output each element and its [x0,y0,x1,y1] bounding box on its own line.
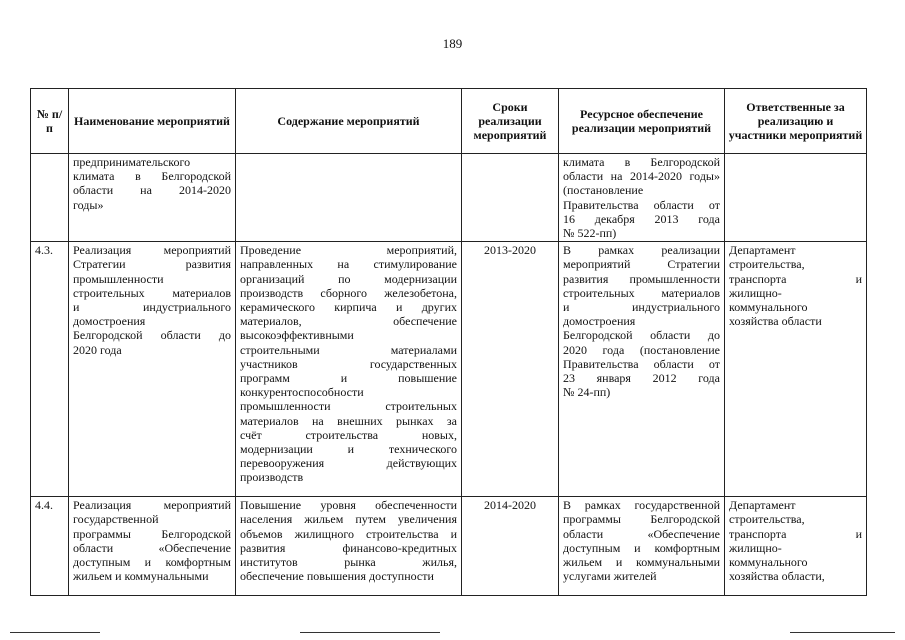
resources-line: области «Обеспечение [563,526,720,541]
responsible-line: строительства, [729,512,805,527]
resources-line: В рамках реализации [563,243,720,258]
content-line: Повышение уровня обеспеченности [240,498,457,513]
responsible-line: транспорта и [729,271,862,286]
name-line: 2020 года [73,342,122,357]
name-line: климата в Белгородской [73,169,231,184]
content-line: счёт строительства новых, [240,427,457,442]
name-line: Белгородской области до [73,328,231,343]
num-text: 4.3. [35,243,53,258]
header-responsible: Ответственные за реализацию и участники мероприятий [725,89,867,154]
cell-name [69,497,236,596]
cell-terms [462,154,559,242]
content-line: участников государственных [240,356,457,371]
content-line: конкурентоспособности [240,385,364,400]
cell-name [69,154,236,242]
resources-line: Правительства области от [563,356,720,371]
bottom-rule-center [300,632,440,633]
header-resources: Ресурсное обеспечение реализации мероприятий [559,89,725,154]
table-row [31,497,867,596]
resources-line: (постановление [563,183,644,198]
resources-line: услугами жителей [563,569,657,584]
bottom-rule-left [10,632,100,633]
responsible-line: коммунального [729,555,808,570]
table-header-row [31,89,867,154]
responsible-line: Департамент [729,498,796,513]
name-line: Реализация мероприятий [73,243,231,258]
content-line: промышленности строительных [240,399,457,414]
measures-table [30,88,867,596]
cell-name [69,242,236,497]
bottom-rule-right [790,632,895,633]
resources-line: 2020 года (постановление [563,342,720,357]
content-line: модернизации и технического [240,442,457,457]
cell-num [31,242,69,497]
name-line: Реализация мероприятий [73,498,231,513]
name-line: строительных материалов [73,285,231,300]
resources-line: мероприятий Стратегии [563,257,720,272]
resources-line: развития промышленности [563,271,720,286]
content-line: объемов жилищного строительства и [240,526,457,541]
resources-line: климата в Белгородской [563,155,720,169]
cell-num [31,497,69,596]
terms-text: 2014-2020 [484,498,536,513]
content-line: высокоэффективными [240,328,354,343]
content-line: организаций по модернизации [240,271,457,286]
resources-line: домостроения [563,314,636,329]
responsible-line: жилищно- [729,285,782,300]
header-name: Наименование мероприятий [69,89,236,154]
cell-responsible [725,497,867,596]
content-line: материалов, обеспечение [240,314,457,329]
content-line: институтов рынка жилья, [240,555,457,570]
content-line: Проведение мероприятий, [240,243,457,258]
terms-text: 2013-2020 [484,243,536,258]
name-line: программы Белгородской [73,526,231,541]
cell-resources [559,154,725,242]
cell-num [31,154,69,242]
cell-content [236,242,462,497]
responsible-line: хозяйства области [729,314,822,329]
name-line: области на 2014-2020 [73,183,231,198]
content-line: развития финансово-кредитных [240,540,457,555]
cell-responsible [725,154,867,242]
name-line: Стратегии развития [73,257,231,272]
table-row [31,242,867,497]
resources-line: и индустриального [563,300,720,315]
header-content: Содержание мероприятий [236,89,462,154]
cell-resources [559,242,725,497]
table-row [31,154,867,242]
responsible-line: Департамент [729,243,796,258]
resources-line: 23 января 2012 года [563,371,720,386]
content-line: направленных на стимулирование [240,257,457,272]
name-line: области «Обеспечение [73,540,231,555]
resources-line: строительных материалов [563,285,720,300]
resources-line: области на 2014-2020 годы» [563,169,720,184]
responsible-line: строительства, [729,257,805,272]
cell-resources [559,497,725,596]
content-line: обеспечение повышения доступности [240,569,434,584]
page-number: 189 [442,36,463,51]
resources-line: Белгородской области до [563,328,720,343]
header-terms: Сроки реализации мероприятий [462,89,559,154]
name-line: предпринимательского [73,155,191,169]
cell-content [236,497,462,596]
table-body [31,154,867,596]
content-line: керамического кирпича и других [240,300,457,315]
name-line: и индустриального [73,300,231,315]
responsible-line: транспорта и [729,526,862,541]
resources-line: 16 декабря 2013 года [563,211,720,226]
name-line: жильем и коммунальными [73,569,209,584]
responsible-line: коммунального [729,300,808,315]
resources-line: программы Белгородской [563,512,720,527]
resources-line: Правительства области от [563,197,720,212]
name-line: годы» [73,197,104,212]
name-line: доступным и комфортным [73,555,231,570]
name-line: домостроения [73,314,146,329]
header-num: № п/п [31,89,69,154]
content-line: производств [240,470,304,485]
content-line: материалов на внешних рынках за [240,413,457,428]
resources-line: В рамках государственной [563,498,720,513]
content-line: программ и повышение [240,371,457,386]
resources-line: жильем и коммунальными [563,555,720,570]
cell-terms [462,242,559,497]
cell-content [236,154,462,242]
content-line: производств сборного железобетона, [240,285,457,300]
responsible-line: хозяйства области, [729,569,825,584]
responsible-line: жилищно- [729,540,782,555]
content-line: перевооружения действующих [240,456,457,471]
num-text: 4.4. [35,498,53,513]
content-line: населения жильем путем увеличения [240,512,457,527]
name-line: государственной [73,512,159,527]
name-line: промышленности [73,271,164,286]
resources-line: доступным и комфортным [563,540,720,555]
cell-responsible [725,242,867,497]
cell-terms [462,497,559,596]
resources-line: № 522-пп) [563,226,617,241]
content-line: строительными материалами [240,342,457,357]
resources-line: № 24-пп) [563,385,611,400]
